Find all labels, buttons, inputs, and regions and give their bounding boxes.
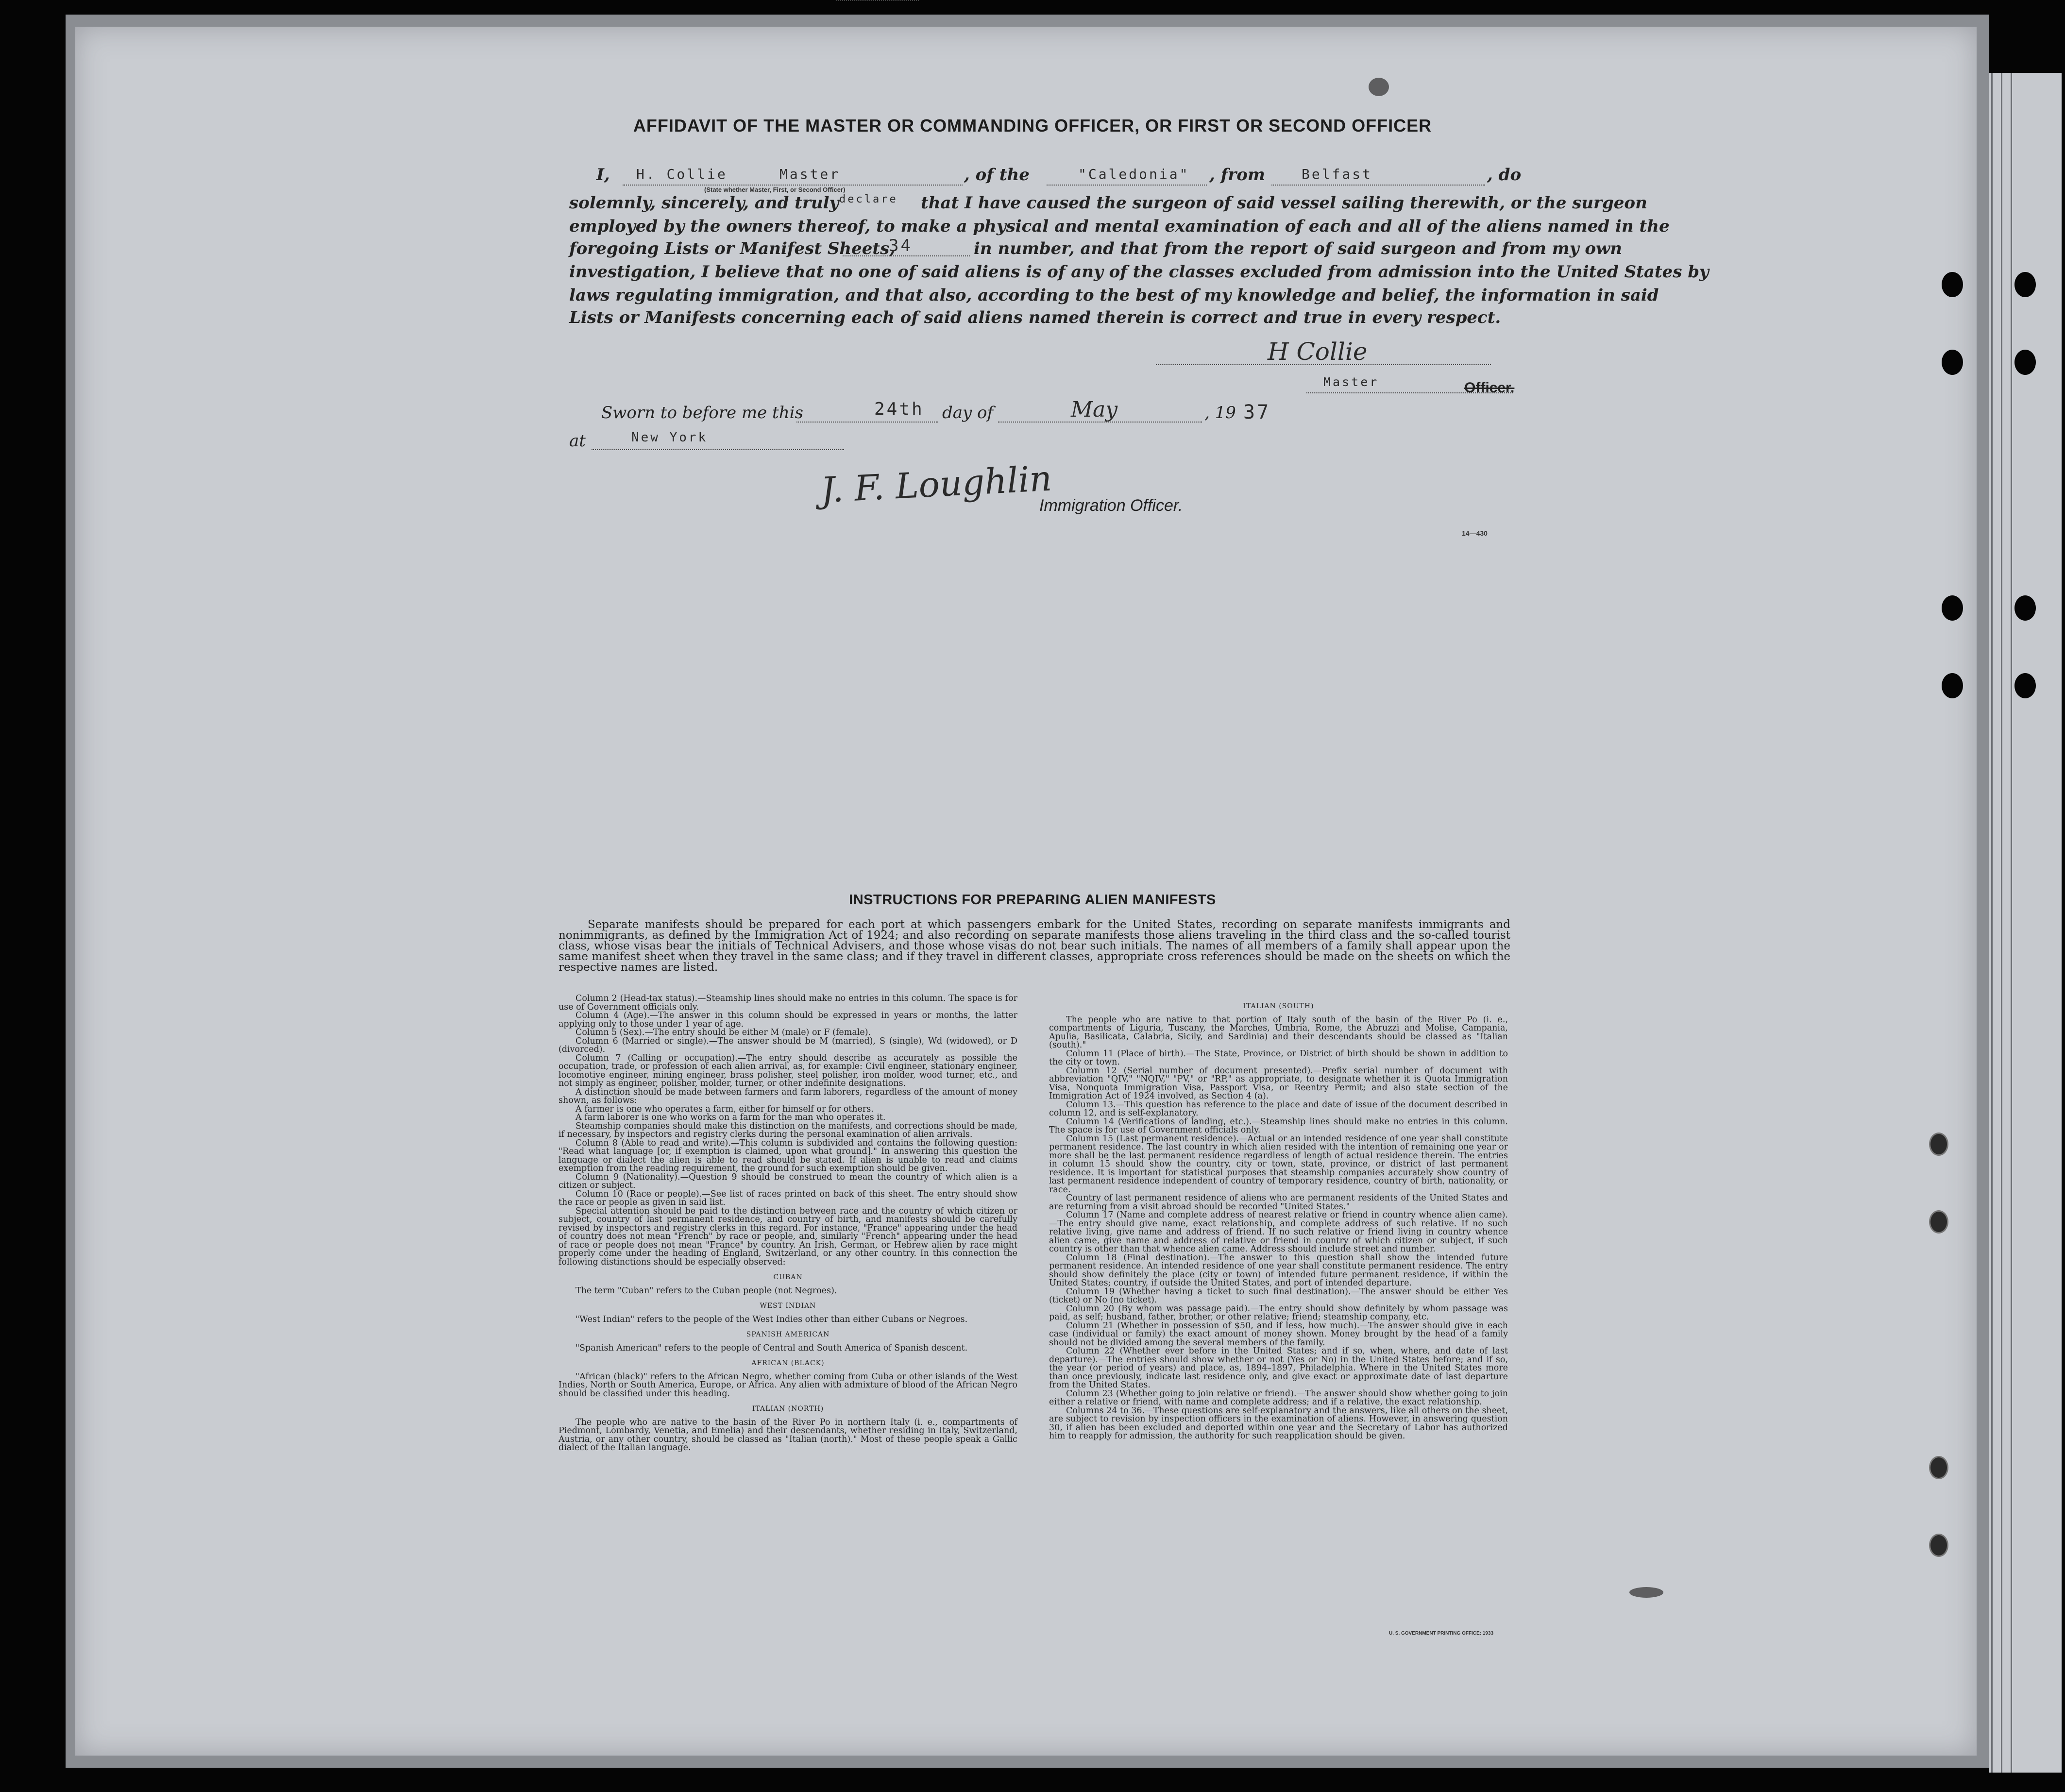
sworn-text: , 19 [1204, 403, 1236, 423]
punch-hole [1942, 350, 1963, 375]
handwritten-day: 24th [874, 399, 924, 419]
handwritten-vessel: "Caledonia" [1078, 166, 1190, 182]
rule [796, 422, 938, 423]
section-heading-italian-north: ITALIAN (NORTH) [752, 1405, 824, 1413]
printer-imprint: U. S. GOVERNMENT PRINTING OFFICE: 1933 [1389, 1631, 1494, 1636]
punch-hole [2014, 272, 2036, 297]
instructions-intro: Separate manifests should be prepared for each port at which passengers embark for the United States, recording on separate manifests immigrants and nonimmigrants, as defined by the Immigration Act of 1924; and also recording on separate manifests those aliens traveling in the third class and the so-called tourist class, whose visas bear the initials of Technical Advisers, and those whose visas do not bear such initials. The names of all members of a family shall appear upon the same manifest sheet when they travel in the same class; and if they travel in different classes, appropriate cross references should be made on the sheets on which the respective names are listed. [559, 918, 1510, 974]
affidavit-text: solemnly, sincerely, and truly [569, 193, 839, 213]
punch-hole [2014, 673, 2036, 698]
instruction-paragraph: Column 19 (Whether having a ticket to such final destination).—The answer should be either Yes (ticket) or No (no ticket). [1049, 1286, 1508, 1305]
section-heading-cuban: CUBAN [773, 1273, 803, 1281]
page-edge-line [2001, 73, 2002, 1773]
affidavit-text: laws regulating immigration, and that also, according to the best of my knowledge and belief, the information in said [569, 286, 1659, 305]
section-heading-spanish-american: SPANISH AMERICAN [746, 1331, 830, 1338]
instructions-right-column [1049, 995, 1508, 1441]
rule [843, 255, 970, 256]
form-number: 14—430 [1462, 529, 1488, 537]
instruction-paragraph: Column 2 (Head-tax status).—Steamship lines should make no entries in this column. The space is for use of Government officials only. [559, 994, 1017, 1012]
section-heading-west-indian: WEST INDIAN [760, 1302, 816, 1310]
affidavit-text: I, [596, 165, 610, 185]
officer-label: Officer. [1464, 380, 1515, 396]
instruction-paragraph: A distinction should be made between farmers and farm laborers, regardless of the amount of money shown, as follows: [559, 1087, 1017, 1105]
handwritten-port: Belfast [1302, 166, 1373, 182]
affidavit-text: , of the [964, 165, 1030, 185]
instruction-paragraph: Column 8 (Able to read and write).—This column is subdivided and contains the following question: "Read what language [or, if exemption is claimed, upon what ground]." In answering this question the language or dialect the alien is able to read should be stated. If alien is unable to read and claims exemption from the reading requirement, the ground for such exemption should be given. [559, 1138, 1017, 1173]
instruction-paragraph: The people who are native to that portion of Italy south of the basin of the River Po (i. e., compartments of Liguria, Tuscany, the Marches, Umbria, Rome, the Abruzzi and Molise, Campania, Apulia, Basilicata, Calabria, Sicily, and Sardinia) and their descendants should be classed as "Italian (south)." [1049, 1014, 1508, 1050]
instruction-paragraph: Column 6 (Married or single).—The answer should be M (married), S (single), Wd (widowed), or D (divorced). [559, 1036, 1017, 1054]
instruction-paragraph: Column 15 (Last permanent residence).—Actual or an intended residence of one year shall constitute permanent residence. The last country in which alien resided with the intention of remaining one year or more shall be the last permanent residence regardless of length of actual residence therein. The entries in column 15 should show the country, city or town, state, province, or district of last permanent residence. It is important for statistical purposes that steamship companies accurately show country of last permanent residence independent of country of temporary residence, country of birth, nationality, or race. [1049, 1133, 1508, 1195]
sworn-text: Sworn to before me this [601, 403, 803, 423]
handwritten-signature-rank: Master [1323, 375, 1379, 389]
punch-hole [1942, 272, 1963, 297]
instruction-paragraph: A farm laborer is one who works on a farm for the man who operates it. [575, 1113, 886, 1122]
section-heading-african: AFRICAN (BLACK) [751, 1359, 825, 1367]
instruction-paragraph: Column 23 (Whether going to join relative or friend).—The answer should show whether going to join either a relative or friend, with name and complete address; and if a relative, the exact relationship. [1049, 1388, 1508, 1407]
affidavit-text: employed by the owners thereof, to make a physical and mental examination of each and all of the aliens named in the [569, 217, 1670, 236]
ink-blot [1629, 1587, 1663, 1598]
instruction-paragraph: Column 21 (Whether in possession of $50, and if less, how much).—The answer should give in each case (individual or family) the exact amount of money shown. Money brought by the head of a family should not be divided among the several members of the family. [1049, 1320, 1508, 1348]
instruction-paragraph: Column 17 (Name and complete address of nearest relative or friend in country whence alien came).—The entry should give name, exact relationship, and complete address of such relative. If no such relative living, give name and address of friend. If no such relative or friend living in country whence alien came, give name and address of relative or friend in country of which citizen or subject, if such country is other than that whence alien came. Address should include street and number. [1049, 1210, 1508, 1254]
punch-hole [1942, 595, 1963, 621]
rule [1271, 185, 1485, 186]
handwritten-month: May [1071, 397, 1118, 422]
affidavit-text: investigation, I believe that no one of said aliens is of any of the classes excluded from admission into the United States by [569, 262, 1709, 282]
instruction-paragraph: The term "Cuban" refers to the Cuban people (not Negroes). [575, 1285, 837, 1296]
rule [623, 185, 963, 186]
punch-hole [2014, 350, 2036, 375]
punch-hole [2014, 595, 2036, 621]
state-officer-note: (State whether Master, First, or Second Officer) [704, 186, 846, 193]
punch-hole [1929, 1133, 1948, 1156]
ink-blot [1369, 78, 1389, 96]
sworn-at-text: at [569, 431, 586, 451]
instruction-paragraph: A farmer is one who operates a farm, either for himself or for others. [575, 1104, 874, 1114]
instruction-paragraph: Column 10 (Race or people).—See list of races printed on back of this sheet. The entry should show the race or people as given in said list. [559, 1189, 1017, 1207]
page-edge-strip [1989, 73, 2062, 1773]
instruction-paragraph: "West Indian" refers to the people of the West Indies other than either Cubans or Negroes. [575, 1314, 968, 1324]
instructions-left-column [559, 995, 1017, 1453]
rule [592, 449, 844, 450]
instruction-paragraph: Column 14 (Verifications of landing, etc.).—Steamship lines should make no entries in this column. The space is for use of Government officials only. [1049, 1116, 1508, 1135]
master-signature: H Collie [1268, 338, 1368, 366]
punch-hole [1942, 673, 1963, 698]
handwritten-place: New York [631, 430, 708, 445]
instructions-title: INSTRUCTIONS FOR PREPARING ALIEN MANIFESTS [849, 892, 1216, 908]
handwritten-name: H. Collie [636, 166, 728, 182]
instruction-paragraph: Column 5 (Sex).—The entry should be either M (male) or F (female). [575, 1028, 871, 1037]
handwritten-rank: Master [779, 166, 841, 182]
instruction-paragraph: Column 11 (Place of birth).—The State, Province, or District of birth should be shown in addition to the city or town. [1049, 1048, 1508, 1067]
immigration-officer-label: Immigration Officer. [1039, 496, 1183, 515]
instruction-paragraph: Column 18 (Final destination).—The answer to this question shall show the intended future permanent residence. An intended residence of one year shall constitute permanent residence. The entry should show definitely the place (city or town) of intended future permanent residence, if within the United States; country, if outside the United States, and port of intended departure. [1049, 1252, 1508, 1288]
affidavit-title: AFFIDAVIT OF THE MASTER OR COMMANDING OFFICER, OR FIRST OR SECOND OFFICER [633, 116, 1432, 135]
section-heading-italian-south: ITALIAN (SOUTH) [1243, 1002, 1314, 1010]
affidavit-text: foregoing Lists or Manifest Sheets, [569, 239, 896, 258]
page-edge-line [2011, 73, 2012, 1773]
affidavit-text: , do [1487, 165, 1522, 185]
instruction-paragraph: Columns 24 to 36.—These questions are self-explanatory and the answers, like all others on the sheet, are subject to revision by inspection officers in the examination of aliens. However, in answering question 30, if alien has been excluded and deported within one year and the Secretary of Labor has authorized him to reapply for admission, the authority for such reapplication should be given. [1049, 1405, 1508, 1441]
affidavit-text: that I have caused the surgeon of said vessel sailing therewith, or the surgeon [921, 193, 1647, 213]
instruction-paragraph: Column 7 (Calling or occupation).—The entry should describe as accurately as possible the occupation, trade, or profession of each alien arrival, as, for example: Civil engineer, stationary engineer, locomotive engineer, mining engineer, brass polisher, steel polisher, iron molder, wood turner, etc., and not simply as engineer, polisher, molder, turner, or other indefinite designations. [559, 1053, 1017, 1088]
punch-hole [1929, 1534, 1948, 1557]
instruction-paragraph: "African (black)" refers to the African Negro, whether coming from Cuba or other islands of the West Indies, North or South America, Europe, or Africa. Any alien with admixture of blood of the African Negro should be classified under this heading. [559, 1371, 1017, 1399]
rule [1047, 185, 1207, 186]
affidavit-text: in number, and that from the report of said surgeon and from my own [974, 239, 1623, 258]
instruction-paragraph: The people who are native to the basin of the River Po in northern Italy (i. e., compartments of Piedmont, Lombardy, Venetia, and Emelia) and their descendants, whether residing in Italy, Switzerland, Austria, or any other country, should be classed as "Italian (north)." Most of these people speak a Gallic dialect of the Italian language. [559, 1417, 1017, 1453]
rule [836, 0, 919, 1]
handwritten-sheet-count: 34 [889, 236, 913, 255]
handwritten-declare: declare [839, 193, 898, 205]
page-edge-line [1991, 73, 1993, 1773]
affidavit-text: Lists or Manifests concerning each of said aliens named therein is correct and true in every respect. [569, 308, 1501, 327]
instruction-paragraph: Column 22 (Whether ever before in the United States; and if so, when, where, and date of last departure).—The entries should show whether or not (Yes or No) in the United States before; and if so, the year (or period of years) and place, as, 1894–1897, Philadelphia. Where in the United States more than once previously, indicate last residence only, and give exact or approximate date of last departure from the United States. [1049, 1346, 1508, 1390]
instruction-paragraph: Column 20 (By whom was passage paid).—The entry should show definitely by whom passage was paid, as self; husband, father, brother, or other relative; friend; steamship company, etc. [1049, 1303, 1508, 1322]
sworn-text: day of [942, 403, 994, 423]
instruction-paragraph: Country of last permanent residence of aliens who are permanent residents of the United States and are returning from a visit abroad should be recorded "United States." [1049, 1193, 1508, 1212]
punch-hole [1929, 1210, 1948, 1234]
instruction-paragraph: Special attention should be paid to the distinction between race and the country of which citizen or subject, country of last permanent residence, and country of birth, and manifests should be carefully revised by inspectors and registry clerks in this regard. For instance, "France" appearing under the head of country does not mean "French" by race or people, and, similarly "French" appearing under the head of race or people does not mean "France" by country. An Irish, German, or Hebrew alien by race might properly come under the heading of England, Switzerland, or any other country. In this connection the following distinctions should be especially observed: [559, 1206, 1017, 1267]
affidavit-text: , from [1209, 165, 1265, 185]
instruction-paragraph: Column 13.—This question has reference to the place and date of issue of the document described in column 12, and is self-explanatory. [1049, 1099, 1508, 1118]
punch-hole [1929, 1456, 1948, 1479]
instruction-paragraph: Column 9 (Nationality).—Question 9 should be construed to mean the country of which alien is a citizen or subject. [559, 1172, 1017, 1190]
instruction-paragraph: Column 12 (Serial number of document presented).—Prefix serial number of document with abbreviation "QIV," "NQIV," "PV," or "RP," as appropriate, to designate whether it is Quota Immigration Visa, Nonquota Immigration Visa, Passport Visa, or Reentry Permit; and also state section of the Immigration Act of 1924 involved, as Section 4 (a). [1049, 1065, 1508, 1101]
handwritten-year: 37 [1243, 401, 1271, 423]
instruction-paragraph: Steamship companies should make this distinction on the manifests, and corrections should be made, if necessary, by inspectors and registry clerks during the personal examination of alien arrivals. [559, 1121, 1017, 1139]
immigration-officer-signature: J. F. Loughlin [820, 457, 1053, 511]
instruction-paragraph: "Spanish American" refers to the people of Central and South America of Spanish descent. [575, 1343, 968, 1353]
instruction-paragraph: Column 4 (Age).—The answer in this column should be expressed in years or months, the latter applying only to those under 1 year of age. [559, 1011, 1017, 1029]
